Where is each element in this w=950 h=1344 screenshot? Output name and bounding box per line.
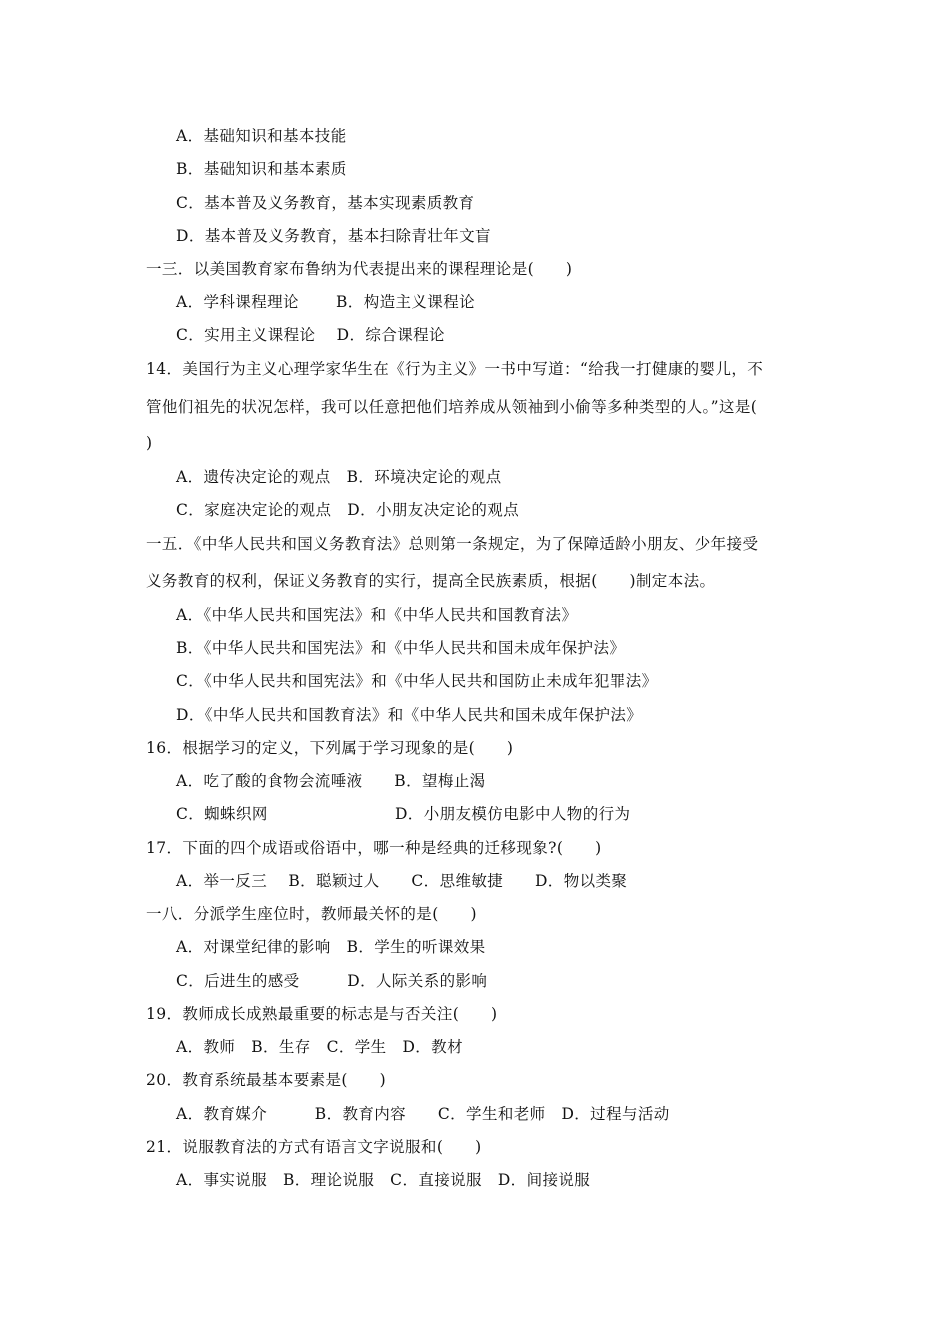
option-line: A．学科课程理论 B．构造主义课程论: [176, 293, 476, 311]
option-line: A．事实说服 B．理论说服 C．直接说服 D．间接说服: [176, 1171, 591, 1189]
option-line: A．教育媒介 B．教育内容 C．学生和老师 D．过程与活动: [176, 1105, 670, 1123]
option-line: C．蜘蛛织网 D．小朋友模仿电影中人物的行为: [176, 805, 631, 823]
option-line: D．《中华人民共和国教育法》和《中华人民共和国未成年保护法》: [176, 706, 643, 724]
option-line: C．基本普及义务教育，基本实现素质教育: [176, 194, 475, 212]
question-21: 21．说服教育法的方式有语言文字说服和( ): [146, 1138, 482, 1156]
question-14-line-2: 管他们祖先的状况怎样，我可以任意把他们培养成从领袖到小偷等多种类型的人。”这是(: [146, 398, 758, 416]
question-16: 16．根据学习的定义，下列属于学习现象的是( ): [146, 739, 514, 757]
option-line: A．对课堂纪律的影响 B．学生的听课效果: [176, 938, 486, 956]
option-line: A．教师 B．生存 C．学生 D．教材: [176, 1038, 463, 1056]
question-14-line-3: ): [146, 434, 153, 452]
option-line: C．《中华人民共和国宪法》和《中华人民共和国防止未成年犯罪法》: [176, 672, 658, 690]
question-20: 20．教育系统最基本要素是( ): [146, 1071, 387, 1089]
question-18: 一八．分派学生座位时，教师最关怀的是( ): [146, 905, 477, 923]
option-line: A．吃了酸的食物会流唾液 B．望梅止渴: [176, 772, 486, 790]
question-13: 一三．以美国教育家布鲁纳为代表提出来的课程理论是( ): [146, 260, 573, 278]
option-line: A．基础知识和基本技能: [176, 127, 347, 145]
question-15-line-2: 义务教育的权利，保证义务教育的实行，提高全民族素质，根据( )制定本法。: [146, 572, 716, 590]
option-line: C．后进生的感受 D．人际关系的影响: [176, 972, 488, 990]
option-line: C．实用主义课程论 D．综合课程论: [176, 326, 445, 344]
option-line: A．遗传决定论的观点 B．环境决定论的观点: [176, 468, 502, 486]
question-14-line-1: 14．美国行为主义心理学家华生在《行为主义》一书中写道：“给我一打健康的婴儿，不: [146, 360, 764, 378]
question-17: 17．下面的四个成语或俗语中，哪一种是经典的迁移现象?( ): [146, 839, 602, 857]
option-line: D．基本普及义务教育，基本扫除青壮年文盲: [176, 227, 491, 245]
option-line: C．家庭决定论的观点 D．小朋友决定论的观点: [176, 501, 520, 519]
question-15-line-1: 一五．《中华人民共和国义务教育法》总则第一条规定，为了保障适龄小朋友、少年接受: [146, 535, 759, 553]
option-line: B．基础知识和基本素质: [176, 160, 347, 178]
option-line: B．《中华人民共和国宪法》和《中华人民共和国未成年保护法》: [176, 639, 626, 657]
option-line: A．《中华人民共和国宪法》和《中华人民共和国教育法》: [176, 606, 578, 624]
option-line: A．举一反三 B．聪颖过人 C．思维敏捷 D．物以类聚: [176, 872, 628, 890]
question-19: 19．教师成长成熟最重要的标志是与否关注( ): [146, 1005, 498, 1023]
